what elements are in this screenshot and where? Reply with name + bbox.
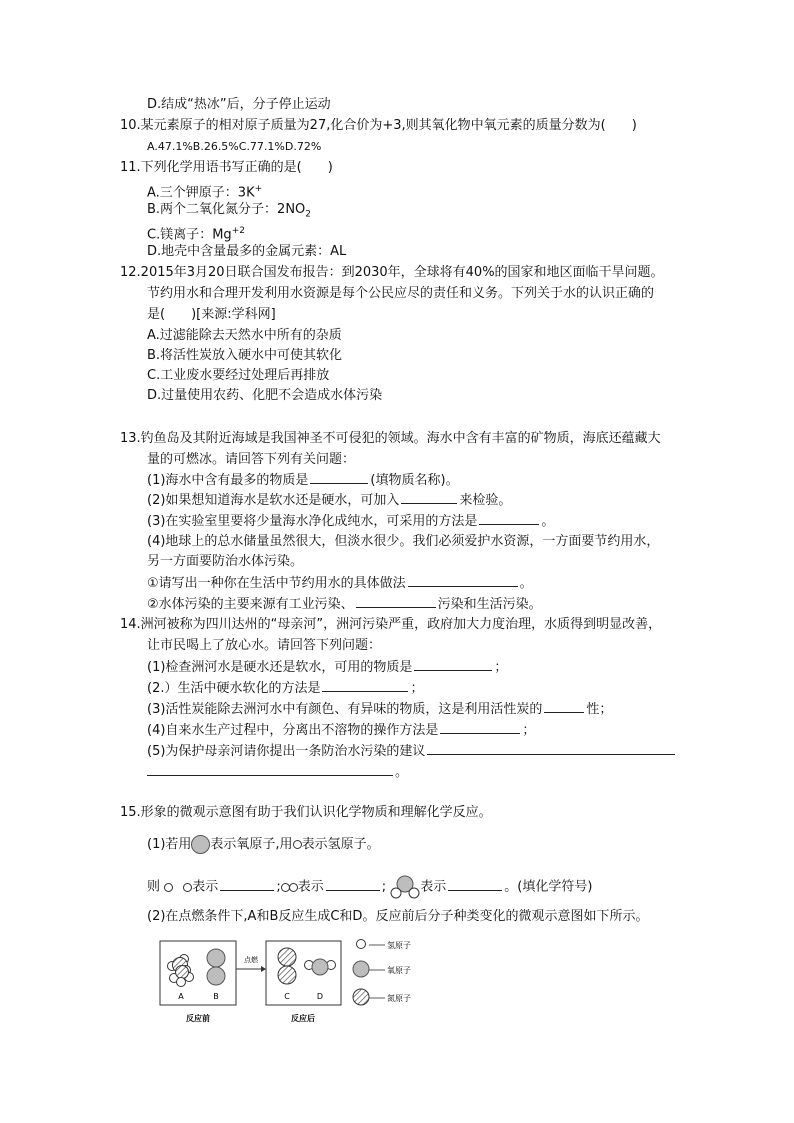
answer-blank[interactable] [414,657,492,671]
hydrogen-atom-icon [289,883,298,892]
q13-part4b: ②水体污染的主要来源有工业污染、 污染和生活污染。 [147,594,542,615]
q11-stem: 11.下列化学用语书写正确的是( ) [120,160,333,175]
q15-part2: (2)在点燃条件下,A和B反应生成C和D。反应前后分子种类变化的微观示意图如下所示。 [147,909,649,924]
q15-part1: (1)若用 表示氧原子,用 表示氢原子。 [147,837,380,852]
answer-blank[interactable] [310,470,368,484]
answer-blank[interactable] [401,490,457,504]
q10-options: A.47.1%B.26.5%C.77.1%D.72% [147,140,322,153]
q13-part4a: ①请写出一种你在生活中节约用水的具体做法 。 [147,573,533,594]
q12-option-c: C.工业废水要经过处理后再排放 [147,368,330,383]
answer-blank[interactable] [448,877,502,891]
after-box [266,941,341,1005]
q13-part1: (1)海水中含有最多的物质是 (填物质名称)。 [147,470,459,491]
reaction-arrow [236,966,266,972]
answer-blank[interactable] [147,762,393,776]
reaction-diagram [155,935,455,1027]
q11-option-d: D.地壳中含量最多的金属元素：AL [147,244,347,259]
q14-part2: (2.）生活中硬水软化的方法是 ； [147,678,424,699]
answer-blank[interactable] [220,877,274,891]
label-c: C [284,992,290,1001]
hydrogen-atom-icon [183,883,192,892]
q14-part3: (3)活性炭能除去洲河水中有颜色、有异味的物质，这是利用活性炭的 性； [147,699,612,720]
q13-part2: (2)如果想知道海水是软水还是硬水，可加入 来检验。 [147,490,511,511]
hydrogen-atom-icon [293,840,302,849]
oxygen-atom-icon [191,835,210,854]
q12-stem-line2: 节约用水和合理开发利用水资源是每个公民应尽的责任和义务。下列关于水的认识正确的 [147,286,655,301]
q13-stem-line2: 量的可燃冰。请回答下列有关问题： [147,452,356,467]
q15-stem: 15.形象的微观示意图有助于我们认识化学物质和理解化学反应。 [120,805,492,820]
q14-part5-cont: 。 [147,762,408,783]
q13-part4-line2: 另一方面要防治水体污染。 [147,554,304,569]
q12-stem-line3: 是( )[来源:学科网] [147,307,276,322]
answer-blank[interactable] [440,720,520,734]
q15-formula-row: 则 表示 ; 表示 ; 表示 。(填化学符号) [147,874,592,900]
svg-text:氢原子: 氢原子 [387,941,411,950]
q13-part4-line1: (4)地球上的总水储量虽然很大，但淡水很少。我们必须爱护水资源，一方面要节约用水， [147,534,660,549]
label-d: D [316,992,324,1001]
q14-stem-line1: 14.洲河被称为四川达州的“母亲河”，洲河污染严重，政府加大力度治理，水质得到明显改善， [120,617,662,632]
q13-part3: (3)在实验室里要将少量海水净化成纯水，可采用的方法是 。 [147,511,554,532]
q14-part5: (5)为保护母亲河请你提出一条防治水污染的建议 [147,741,677,762]
q9-option-d: D.结成“热冰”后，分子停止运动 [147,97,331,112]
q13-stem-line1: 13.钓鱼岛及其附近海域是我国神圣不可侵犯的领域。海水中含有丰富的矿物质，海底还蕴藏大 [120,431,661,446]
legend-hydrogen [357,940,412,951]
q12-stem-line1: 12.2015年3月20日联合国发布报告：到2030年，全球将有40%的国家和地区面临干旱问题。 [120,265,664,280]
q12-option-a: A.过滤能除去天然水中所有的杂质 [147,328,342,343]
arrow-label: 点燃 [244,956,258,964]
svg-text:氮原子: 氮原子 [387,994,411,1003]
caption-before: 反应前 [186,1014,210,1023]
label-b: B [213,992,219,1001]
svg-text:氧原子: 氧原子 [387,966,411,975]
q14-part1: (1)检查洲河水是硬水还是软水，可用的物质是 ； [147,657,507,678]
answer-blank[interactable] [356,594,436,608]
answer-blank[interactable] [544,699,584,713]
answer-blank[interactable] [427,741,675,755]
q12-option-b: B.将活性炭放入硬水中可使其软化 [147,348,343,363]
legend-nitrogen [353,989,411,1005]
answer-blank[interactable] [479,511,539,525]
q14-stem-line2: 让市民喝上了放心水。请回答下列问题： [147,638,382,653]
caption-after: 反应后 [291,1014,315,1023]
q11-option-b: B.两个二氧化氮分子：$2NO_2$ [147,202,312,220]
water-molecule-icon [390,874,420,900]
q11-option-a: A.三个钾原子：3K+ [147,184,263,201]
answer-blank[interactable] [326,877,380,891]
q10-stem: 10.某元素原子的相对原子质量为27,化合价为+3,则其氧化物中氧元素的质量分数为( ) [120,118,637,133]
hydrogen-atom-icon [164,883,173,892]
answer-blank[interactable] [408,573,518,587]
q11-option-c: C.镁离子：$Mg^{+2}$ [147,226,245,243]
answer-blank[interactable] [322,678,408,692]
legend-oxygen [353,961,411,977]
q14-part4: (4)自来水生产过程中，分离出不溶物的操作方法是 ； [147,720,535,741]
q12-option-d: D.过量使用农药、化肥不会造成水体污染 [147,388,383,403]
label-a: A [178,992,184,1001]
